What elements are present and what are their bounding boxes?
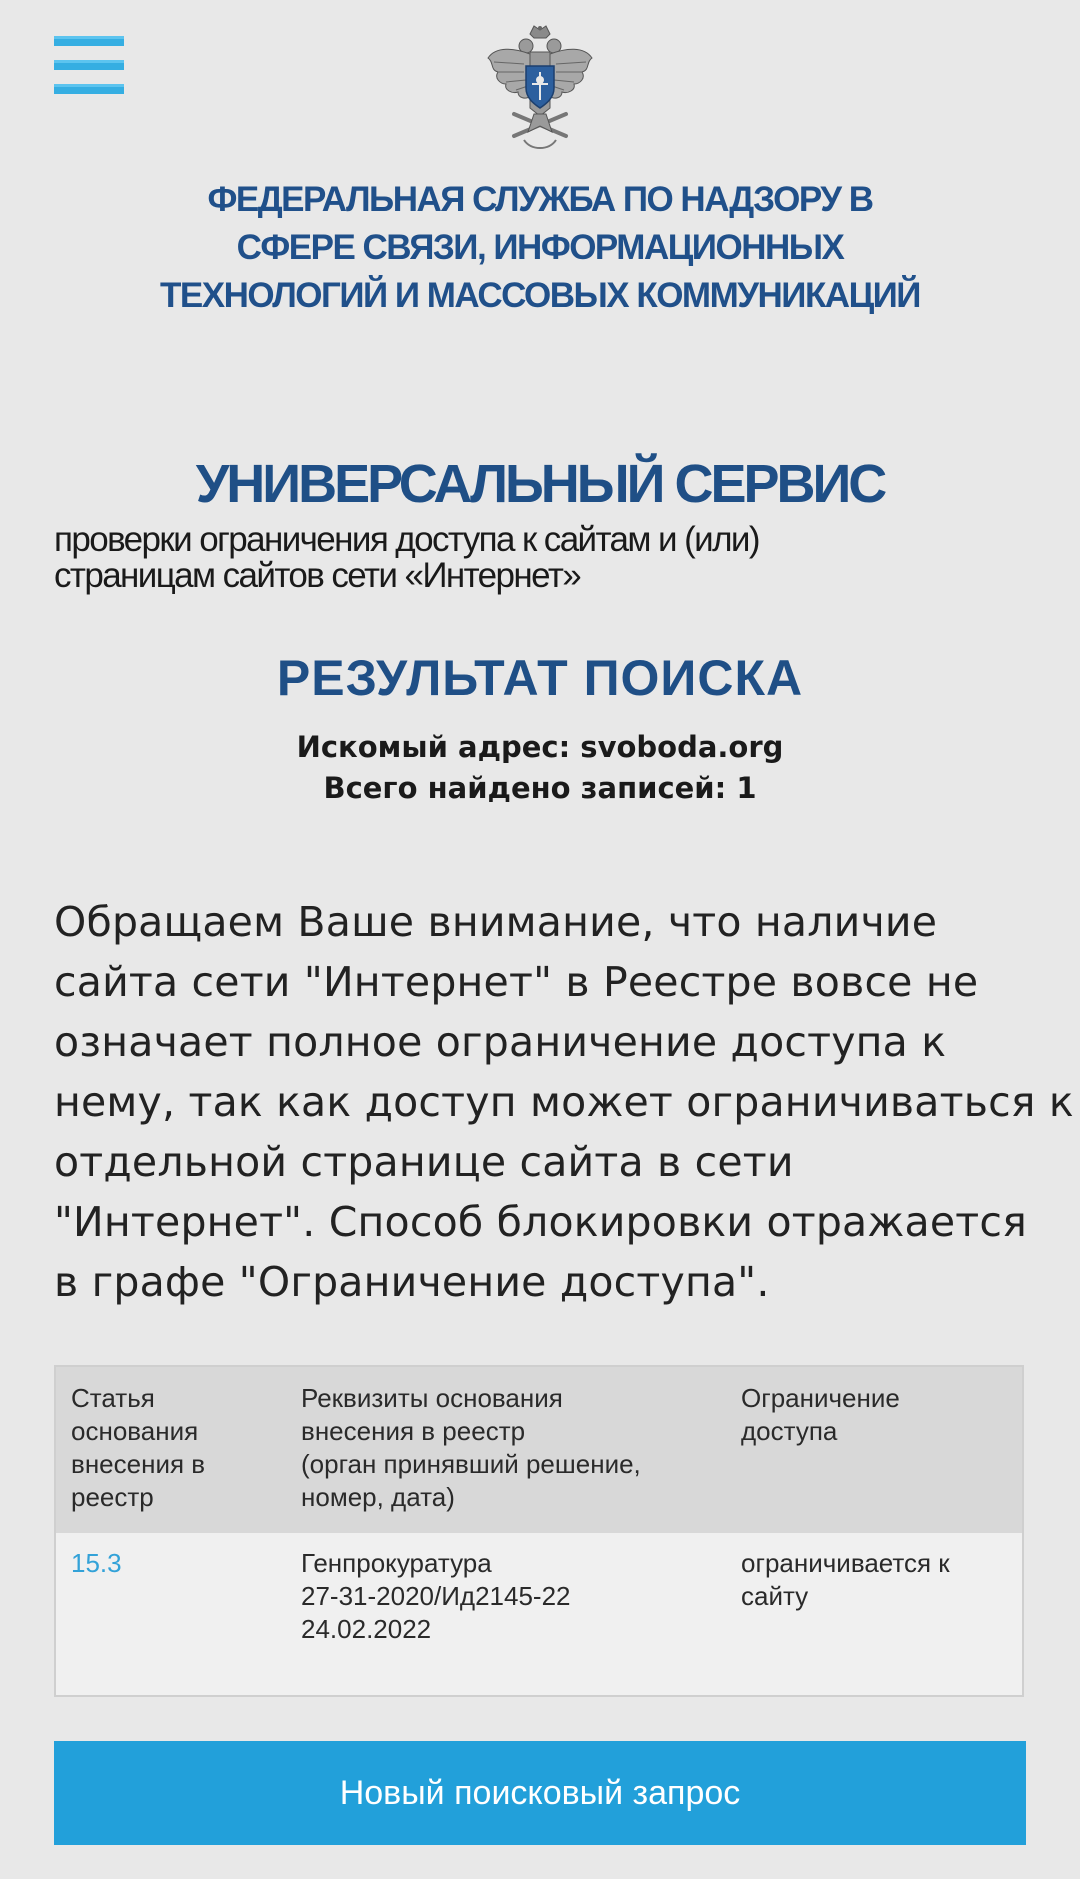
agency-name (140, 176, 940, 320)
header-article-line: основания (71, 1416, 199, 1446)
agency-name-line: ТЕХНОЛОГИЙ И МАССОВЫХ КОММУНИКАЦИЙ (160, 276, 920, 315)
header-article-line: внесения в (71, 1449, 206, 1479)
basis-cell (301, 1547, 571, 1646)
notice-line: нему, так как доступ может ограничиваться к (54, 1078, 1074, 1126)
header-restriction-line: Ограничение (741, 1383, 900, 1413)
restriction-line: ограничивается к (741, 1548, 950, 1578)
hamburger-menu-icon[interactable] (54, 36, 124, 96)
header-restriction-line: доступа (741, 1416, 838, 1446)
header-restriction (741, 1382, 900, 1448)
notice-paragraph (54, 892, 1074, 1312)
notice-line: сайта сети "Интернет" в Реестре вовсе не (54, 958, 979, 1006)
service-title: УНИВЕРСАЛЬНЫЙ СЕРВИС (195, 454, 885, 514)
header-basis (301, 1382, 641, 1514)
records-found-count: Всего найдено записей: 1 (323, 771, 757, 805)
restriction-cell (741, 1547, 950, 1613)
service-subtitle (54, 522, 1054, 594)
header-article-line: реестр (71, 1482, 154, 1512)
notice-line: "Интернет". Способ блокировки отражается (54, 1198, 1027, 1246)
notice-line: отдельной странице сайта в сети (54, 1138, 794, 1186)
results-table (54, 1365, 1024, 1697)
notice-line: Обращаем Ваше внимание, что наличие (54, 898, 938, 946)
header-basis-line: (орган принявший решение, (301, 1449, 641, 1479)
table-header (56, 1367, 1022, 1533)
double-headed-eagle-emblem-icon (484, 24, 596, 150)
service-subtitle-line: проверки ограничения доступа к сайтам и (или) (54, 520, 759, 559)
restriction-line: сайту (741, 1581, 809, 1611)
agency-name-line: СФЕРЕ СВЯЗИ, ИНФОРМАЦИОННЫХ (236, 228, 844, 267)
basis-line: Генпрокуратура (301, 1548, 492, 1578)
header-basis-line: внесения в реестр (301, 1416, 526, 1446)
notice-line: означает полное ограничение доступа к (54, 1018, 947, 1066)
queried-address: Искомый адрес: svoboda.org (296, 730, 784, 764)
header-article (71, 1382, 205, 1514)
notice-line: в графе "Ограничение доступа". (54, 1258, 770, 1306)
basis-line: 27-31-2020/Ид2145-22 (301, 1581, 571, 1611)
header-basis-line: Реквизиты основания (301, 1383, 563, 1413)
article-link-text[interactable]: 15.3 (71, 1548, 122, 1578)
result-title: РЕЗУЛЬТАТ ПОИСКА (276, 650, 804, 706)
basis-line: 24.02.2022 (301, 1614, 432, 1644)
header-article-line: Статья (71, 1383, 155, 1413)
article-link[interactable] (71, 1547, 122, 1580)
new-search-button[interactable]: Новый поисковый запрос (54, 1741, 1026, 1845)
agency-name-line: ФЕДЕРАЛЬНАЯ СЛУЖБА ПО НАДЗОРУ В (207, 180, 873, 219)
header-basis-line: номер, дата) (301, 1482, 455, 1512)
service-subtitle-line: страницам сайтов сети «Интернет» (54, 556, 581, 595)
